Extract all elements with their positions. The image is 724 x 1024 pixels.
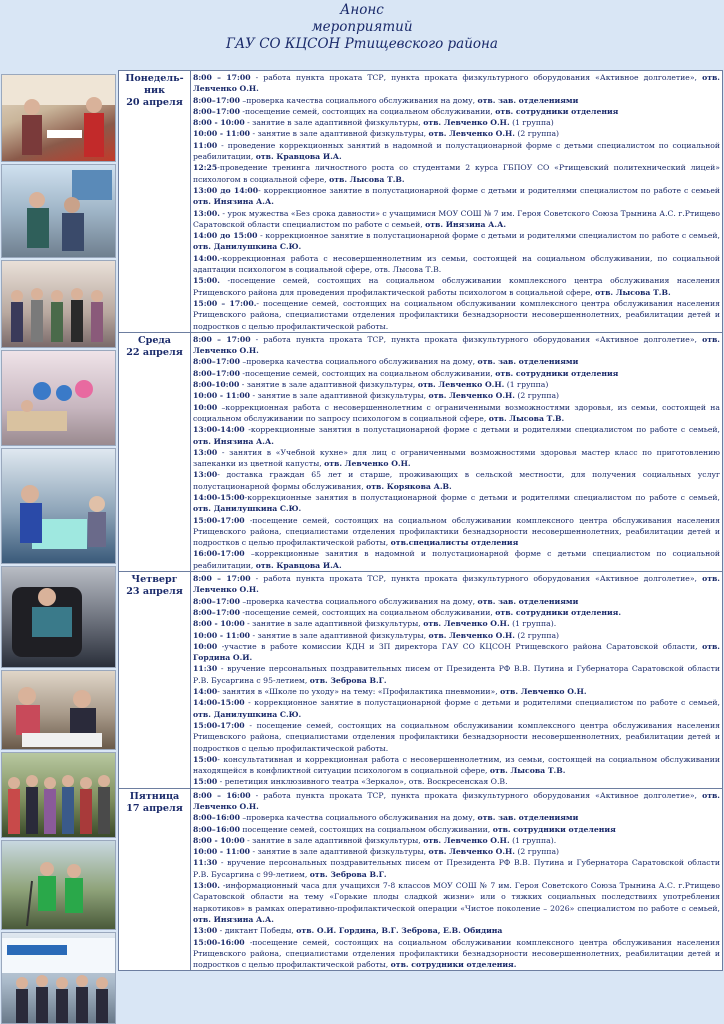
event-description: - репетиция инклюзивного театра «Зеркало», отв. Воскресенская О.В.	[217, 777, 508, 787]
day-name: Среда	[137, 334, 172, 346]
event-time: 10:00	[193, 402, 218, 412]
event-description: –коррекционная работа с несовершеннолетним с ограниченными возможностями здоровья, из семьи, состоящей на социальном обслуживании по запросу психологом в социальной сфере,	[193, 402, 720, 423]
event-description: -посещение семей, состоящих на социальном обслуживании,	[239, 607, 496, 617]
schedule-table	[118, 70, 723, 971]
event-responsible: отв. Левченко О.Н.	[428, 630, 515, 640]
event-item	[193, 128, 720, 139]
event-item	[193, 641, 720, 664]
event-item	[193, 334, 720, 357]
event-description: –коррекционные занятия в надомной и полустационарной форме с детьми специалистом по социальной реабилитации,	[193, 549, 720, 570]
photo-handicraft-art	[2, 671, 116, 750]
event-item	[193, 573, 720, 596]
day-date: 22 апреля	[126, 346, 183, 358]
photo-sensory-table	[1, 448, 116, 564]
event-responsible: отв. Левченко О.Н.	[428, 391, 515, 401]
event-time: 11:30	[193, 664, 218, 674]
event-item	[193, 368, 720, 379]
event-description: - занятие в зале адаптивной физкультуры,	[250, 129, 429, 139]
event-time: 8:00 - 10:00	[193, 619, 245, 629]
event-time: 8:00 - 10:00	[193, 118, 245, 128]
event-responsible: отв. Зеброва В.Г.	[309, 675, 387, 685]
event-time: 13:00.	[193, 881, 220, 891]
event-time: 15:00-16:00	[193, 937, 245, 947]
photo-group-outdoor-art	[2, 753, 116, 838]
event-item	[193, 106, 720, 117]
events-cell	[191, 332, 723, 571]
event-responsible: отв. Левченко О.Н.	[428, 847, 515, 857]
event-responsible: отв. Инязина А.А.	[193, 197, 274, 207]
event-time: 8:00 – 16:00	[193, 790, 251, 800]
photo-fitness-room	[1, 350, 116, 446]
photo-training-room	[1, 164, 116, 258]
event-item	[193, 790, 720, 813]
event-time: 8:00–17:00	[193, 368, 240, 378]
page-header	[0, 0, 724, 70]
event-time: 15:00-17:00	[193, 515, 245, 525]
event-description: -посещение семей, состоящих на социальном обслуживании,	[239, 106, 496, 116]
event-item	[193, 208, 720, 231]
event-time: 8:00–16:00	[193, 824, 240, 834]
event-item	[193, 140, 720, 163]
event-description: -коррекционная работа с несовершеннолетним из семьи, состоящей на социальном обслуживании, по социальной адаптации психологом в социальной сфере, отв. Лысова Т.В.	[193, 253, 720, 275]
event-item	[193, 697, 720, 720]
event-description: - занятие в зале адаптивной физкультуры,	[250, 391, 429, 401]
event-time: 13:00-14:00	[193, 425, 245, 435]
header-line-events: мероприятий	[311, 19, 413, 35]
photo-column	[0, 74, 117, 1024]
event-responsible: отв. Лысова Т.В.	[595, 287, 671, 297]
event-item	[193, 607, 720, 618]
event-description: - консультативная и коррекционная работа с несовершеннолетним, из семьи, состоящей на социальном обслуживании находящейся в конфликтной ситуации психологом в социальной сфере,	[193, 754, 720, 776]
event-responsible: отв. Левченко О.Н.	[423, 835, 510, 845]
event-item	[193, 857, 720, 880]
header-line-organization: ГАУ СО КЦСОН Ртищевского района	[226, 36, 498, 52]
event-responsible: отв. Инязина А.А.	[193, 436, 274, 446]
event-responsible: отв. зав. отделениями	[477, 596, 579, 606]
photo-group-seminar-art	[2, 261, 116, 348]
event-item	[193, 447, 720, 470]
day-row	[119, 332, 723, 571]
event-description: - диктант Победы,	[217, 926, 297, 936]
event-description: -посещение семей, состоящих на социальном обслуживании,	[239, 368, 496, 378]
events-cell	[191, 788, 723, 971]
event-item	[193, 663, 720, 686]
event-time: 8:00–17:00	[193, 106, 240, 116]
event-description: –проверка качества социального обслуживания на дому,	[239, 95, 478, 105]
event-time: 14:00	[193, 687, 218, 697]
photo-kitchen-activity	[1, 74, 116, 162]
event-description: –проверка качества социального обслуживания на дому,	[239, 813, 478, 823]
event-description: - коррекционное занятие в полустационарной форме с детьми и родителями специалистом по работе с семьей	[258, 185, 720, 195]
event-description: - занятие в зале адаптивной физкультуры,	[250, 630, 429, 640]
day-row	[119, 71, 723, 333]
event-responsible: отв. зав. отделениями	[477, 813, 579, 823]
event-item	[193, 824, 720, 835]
photo-bus-group-art	[2, 933, 116, 1024]
event-description: - вручение персональных поздравительных писем от Президента РФ В.В. Путина и Губернатора Саратовской области Р.В. Бусаргина с 99-летием,	[193, 858, 720, 879]
event-item	[193, 812, 720, 823]
day-row	[119, 788, 723, 971]
event-description: - коррекционное занятие в полустационарной форме с детьми и родителями специалистом по работе с семьей,	[244, 698, 720, 708]
event-description: -информационный часа для учащихся 7-8 классов МОУ СОШ № 7 им. Героя Советского Союза Трынина А.С. г.Ртищево Саратовской области на тему «Горькие плоды сладкой жизни» или о тяжких социальных последствиях употребления наркотиков» в рамках оперативно-профилактической операции «Чистое поколение – 2026» специалистом по работе с семьей,	[193, 881, 720, 913]
event-item	[193, 720, 720, 754]
photo-massage-chair-art	[2, 567, 116, 668]
photo-group-seminar	[1, 260, 116, 348]
event-item	[193, 72, 720, 95]
events-cell	[191, 71, 723, 333]
event-responsible: отв. Гордина О.И.	[193, 641, 720, 663]
day-name: Понедель-ник	[125, 73, 184, 96]
event-description: - занятия в «Учебной кухне» для лиц с ограниченными возможностями здоровья мастер класс по приготовлению запеканки из цветной капусты,	[193, 447, 720, 469]
event-time: 13:00	[193, 470, 218, 480]
event-time: 8:00 – 17:00	[193, 334, 251, 344]
event-item	[193, 776, 720, 787]
event-item	[193, 185, 720, 208]
day-date: 23 апреля	[126, 586, 183, 598]
event-description: - посещение семей, состоящих на социальном обслуживании комплексного центра обслуживания населения Ртищевского района, специалистами отделения профилактики безнадзорности несовершеннолетних, реабилитации детей и подростков с целью профилактической работы.	[193, 298, 721, 331]
event-time: 13:00.	[193, 208, 220, 218]
event-responsible: отв. Данилушкина С.Ю.	[193, 504, 302, 514]
event-description: - посещение семей, состоящих на социальном обслуживании комплексного центра обслуживания населения Ртищевского района, специалистами отделения профилактики безнадзорности несовершеннолетних, реабилитации детей и подростков с целью профилактической работы.	[193, 720, 720, 753]
event-responsible: отв. Левченко О.Н.	[417, 380, 505, 390]
event-item	[193, 515, 720, 549]
event-responsible: отв. зав. отделениями	[477, 95, 579, 105]
photo-training-room-art	[2, 165, 116, 258]
event-time: 10:00 - 11:00	[193, 391, 251, 401]
photo-handicraft	[1, 670, 116, 750]
event-responsible: отв. сотрудники отделения	[495, 368, 619, 378]
photo-group-outdoor	[1, 752, 116, 838]
event-time: 8:00 – 17:00	[193, 73, 251, 82]
event-item	[193, 754, 720, 777]
event-description: -посещение семей, состоящих на социальном обслуживании комплексного центра обслуживания населения Ртищевского района, специалистами отделения профилактики безнадзорности несовершеннолетних, реабилитации детей и подростков с целью профилактической работы,	[193, 515, 720, 548]
event-description: - занятие в зале адаптивной физкультуры,	[250, 847, 429, 857]
event-responsible: отв. Лысова Т.В.	[329, 174, 405, 184]
event-item	[193, 356, 720, 367]
event-responsible: отв. Левченко О.Н.	[193, 334, 720, 356]
event-time: 15:00 – 17:00.	[193, 298, 257, 308]
event-responsible: отв. сотрудники отделения.	[495, 607, 622, 617]
event-time: 10:00 - 11:00	[193, 129, 251, 139]
event-description: - занятие в зале адаптивной физкультуры,	[244, 118, 424, 128]
event-item	[193, 379, 720, 390]
event-item	[193, 230, 720, 253]
photo-kitchen-activity-art	[2, 75, 116, 162]
event-time: 10:00	[193, 641, 218, 651]
event-time: 14:00.	[193, 253, 220, 263]
event-item	[193, 162, 720, 185]
event-responsible: отв. Левченко О.Н.	[423, 118, 510, 128]
event-item	[193, 686, 720, 697]
event-description: - занятия в «Школе по уходу» на тему: «Профилактика пневмонии»,	[217, 687, 501, 697]
event-time: 14:00 до 15:00	[193, 231, 258, 241]
event-description: - работа пункта проката ТСР, пункта проката физкультурного оборудования «Активное долголетие»,	[250, 334, 703, 344]
event-time: 15:00-17:00	[193, 720, 245, 730]
event-responsible: отв. Инязина А.А.	[193, 914, 274, 924]
event-time: 8:00-10:00	[193, 380, 240, 390]
event-time: 10:00 - 11:00	[193, 630, 251, 640]
event-description: - урок мужества «Без срока давности» с учащимися МОУ СОШ № 7 им. Героя Советского Союза Трынина А.С. г.Ртищево Саратовской области специалистом по работе с семьей,	[193, 208, 720, 229]
event-responsible: отв. Зеброва В.Г.	[309, 869, 387, 879]
event-responsible: отв. Левченко О.Н.	[193, 790, 720, 811]
event-responsible: отв. Данилушкина С.Ю.	[193, 242, 302, 252]
event-group-note: (2 группа)	[514, 630, 560, 640]
event-group-note: (2 группа)	[514, 129, 560, 139]
event-item	[193, 925, 720, 936]
event-item	[193, 95, 720, 106]
event-description: - занятие в зале адаптивной физкультуры,	[244, 619, 424, 629]
event-time: 10:00 - 11:00	[193, 847, 251, 857]
event-description: -проведение тренинга личностного роста со студентами 2 курса ГБПОУ СО «Ртищевский политехнический лицей» психологом в социальной сфере,	[193, 163, 720, 184]
event-group-note: (2 группа)	[514, 391, 560, 401]
event-description: –проверка качества социального обслуживания на дому,	[239, 357, 478, 367]
event-time: 8:00–17:00	[193, 607, 240, 617]
day-date: 17 апреля	[126, 802, 183, 814]
event-responsible: отв. Инязина А.А.	[425, 219, 507, 229]
day-row	[119, 572, 723, 789]
event-group-note: (1 группа).	[509, 835, 557, 845]
event-responsible: отв. Левченко О.Н.	[428, 129, 515, 139]
event-responsible: отв. сотрудники отделения	[495, 106, 619, 116]
event-item	[193, 596, 720, 607]
event-responsible: отв. Левченко О.Н.	[193, 574, 720, 595]
event-description: - доставка граждан 65 лет и старше, проживающих в сельской местности, для получения социальных услуг полустационарной формы обслуживания,	[193, 470, 720, 491]
event-time: 14:00-15:00	[193, 492, 245, 502]
event-responsible: отв. Кравцова И.А.	[255, 560, 342, 570]
event-description: –проверка качества социального обслуживания на дому,	[239, 596, 478, 606]
event-item	[193, 492, 720, 515]
event-description: - работа пункта проката ТСР, пункта проката физкультурного оборудования «Активное долголетие»,	[250, 790, 703, 800]
event-description: посещение семей, состоящих на социальном обслуживании,	[239, 824, 493, 834]
event-time: 13:00	[193, 926, 218, 936]
event-responsible: отв. Левченко О.Н.	[500, 687, 587, 697]
day-date: 20 апреля	[126, 97, 183, 108]
event-item	[193, 402, 720, 425]
event-responsible: отв. Левченко О.Н.	[324, 459, 411, 469]
photo-scandinavian-walking	[1, 840, 116, 930]
event-responsible: отв. Левченко О.Н.	[193, 73, 720, 94]
event-item	[193, 275, 720, 298]
event-responsible: отв.специалисты отделения	[390, 538, 519, 548]
event-item	[193, 835, 720, 846]
event-time: 8:00–16:00	[193, 813, 240, 823]
event-group-note: (1 группа)	[504, 380, 549, 390]
photo-bus-group	[1, 932, 116, 1024]
day-cell	[119, 332, 191, 571]
event-description: - вручение персональных поздравительных писем от Президента РФ В.В. Путина и Губернатора Саратовской области Р.В. Бусаргина с 95-летием,	[193, 664, 720, 685]
event-responsible: отв. сотрудники отделения	[492, 824, 616, 834]
event-time: 13:00 до 14:00	[193, 185, 259, 195]
event-time: 15:00.	[193, 276, 220, 286]
event-description: -коррекционные занятия в полустационарной форме с детьми и родителями специалистом по работе с семьей,	[244, 492, 720, 502]
event-item	[193, 253, 720, 276]
event-time: 8:00–17:00	[193, 596, 240, 606]
event-description: -участие в работе комиссии КДН и ЗП директора ГАУ СО КЦСОН Ртищевского района Саратовской области,	[217, 641, 703, 651]
event-item	[193, 117, 720, 128]
event-description: - проведение коррекционных занятий в надомной и полустационарной форме с детьми специалистом по социальной реабилитации,	[193, 140, 720, 162]
event-description: -посещение семей, состоящих на социальном обслуживании комплексного центра обслуживания населения Ртищевского района, специалистами отделения профилактики безнадзорности несовершеннолетних, реабилитации детей и подростков с целью профилактической работы,	[193, 937, 720, 970]
event-time: 8:00–17:00	[193, 95, 240, 105]
day-cell	[119, 572, 191, 789]
event-description: - работа пункта проката ТСР, пункта проката физкультурного оборудования «Активное долголетие»,	[250, 574, 703, 584]
event-description: - коррекционное занятие в полустационарной форме с детьми и родителями специалистом по работе с семьей,	[257, 231, 720, 241]
event-description: -коррекционные занятия в полустационарной форме с детьми и родителями специалистом по работе с семьей,	[244, 425, 720, 435]
event-time: 14:00-15:00	[193, 698, 245, 708]
event-time: 13:00	[193, 447, 218, 457]
event-item	[193, 880, 720, 925]
event-time: 8:00 – 17:00	[193, 574, 251, 584]
event-time: 11:00	[193, 140, 218, 150]
event-responsible: отв. Левченко О.Н.	[423, 619, 510, 629]
event-responsible: отв. Данилушкина С.Ю.	[193, 709, 302, 719]
event-time: 16:00-17:00	[193, 549, 245, 559]
event-item	[193, 469, 720, 492]
event-group-note: (2 группа)	[514, 847, 560, 857]
event-item	[193, 390, 720, 401]
event-description: - занятие в зале адаптивной физкультуры,	[239, 380, 418, 390]
event-description: - работа пункта проката ТСР, пункта проката физкультурного оборудования «Активное долголетие»,	[250, 73, 703, 82]
event-item	[193, 937, 720, 971]
photo-massage-chair	[1, 566, 116, 668]
day-name: Пятница	[129, 790, 180, 802]
event-item	[193, 424, 720, 447]
photo-scandinavian-walking-art	[2, 841, 116, 930]
event-responsible: отв. Корякова А.В.	[366, 481, 452, 491]
day-cell	[119, 71, 191, 333]
event-responsible: отв. Кравцова И.А.	[255, 152, 342, 162]
event-group-note: (1 группа).	[509, 619, 557, 629]
event-time: 8:00–17:00	[193, 357, 240, 367]
event-time: 15:00	[193, 754, 218, 764]
day-cell	[119, 788, 191, 971]
event-item	[193, 298, 720, 332]
event-responsible: отв. О.И. Гордина, В.Г. Зеброва, Е.В. Обидина	[296, 926, 503, 936]
event-item	[193, 548, 720, 571]
event-time: 8:00 - 10:00	[193, 835, 245, 845]
event-responsible: отв. Лысова Т.В.	[489, 766, 566, 776]
event-time: 15:00	[193, 777, 218, 787]
event-description: -посещение семей, состоящих на социальном обслуживании комплексного центра обслуживания населения Ртищевского района для проведения профилактической работы психологом в социальной сфере,	[193, 276, 720, 297]
photo-sensory-table-art	[2, 449, 116, 564]
event-group-note: (1 группа)	[509, 118, 554, 128]
event-time: 12:25	[193, 163, 218, 173]
events-cell	[191, 572, 723, 789]
day-name: Четверг	[131, 574, 178, 586]
event-description: - занятие в зале адаптивной физкультуры,	[244, 835, 424, 845]
event-item	[193, 846, 720, 857]
event-responsible: отв. Лысова Т.В.	[488, 413, 565, 423]
event-responsible: отв. сотрудники отделения.	[390, 960, 517, 970]
event-item	[193, 630, 720, 641]
event-responsible: отв. зав. отделениями	[477, 357, 579, 367]
event-time: 11:30	[193, 858, 218, 868]
photo-fitness-room-art	[2, 351, 116, 446]
event-item	[193, 618, 720, 629]
header-line-announce: Анонс	[340, 2, 384, 18]
